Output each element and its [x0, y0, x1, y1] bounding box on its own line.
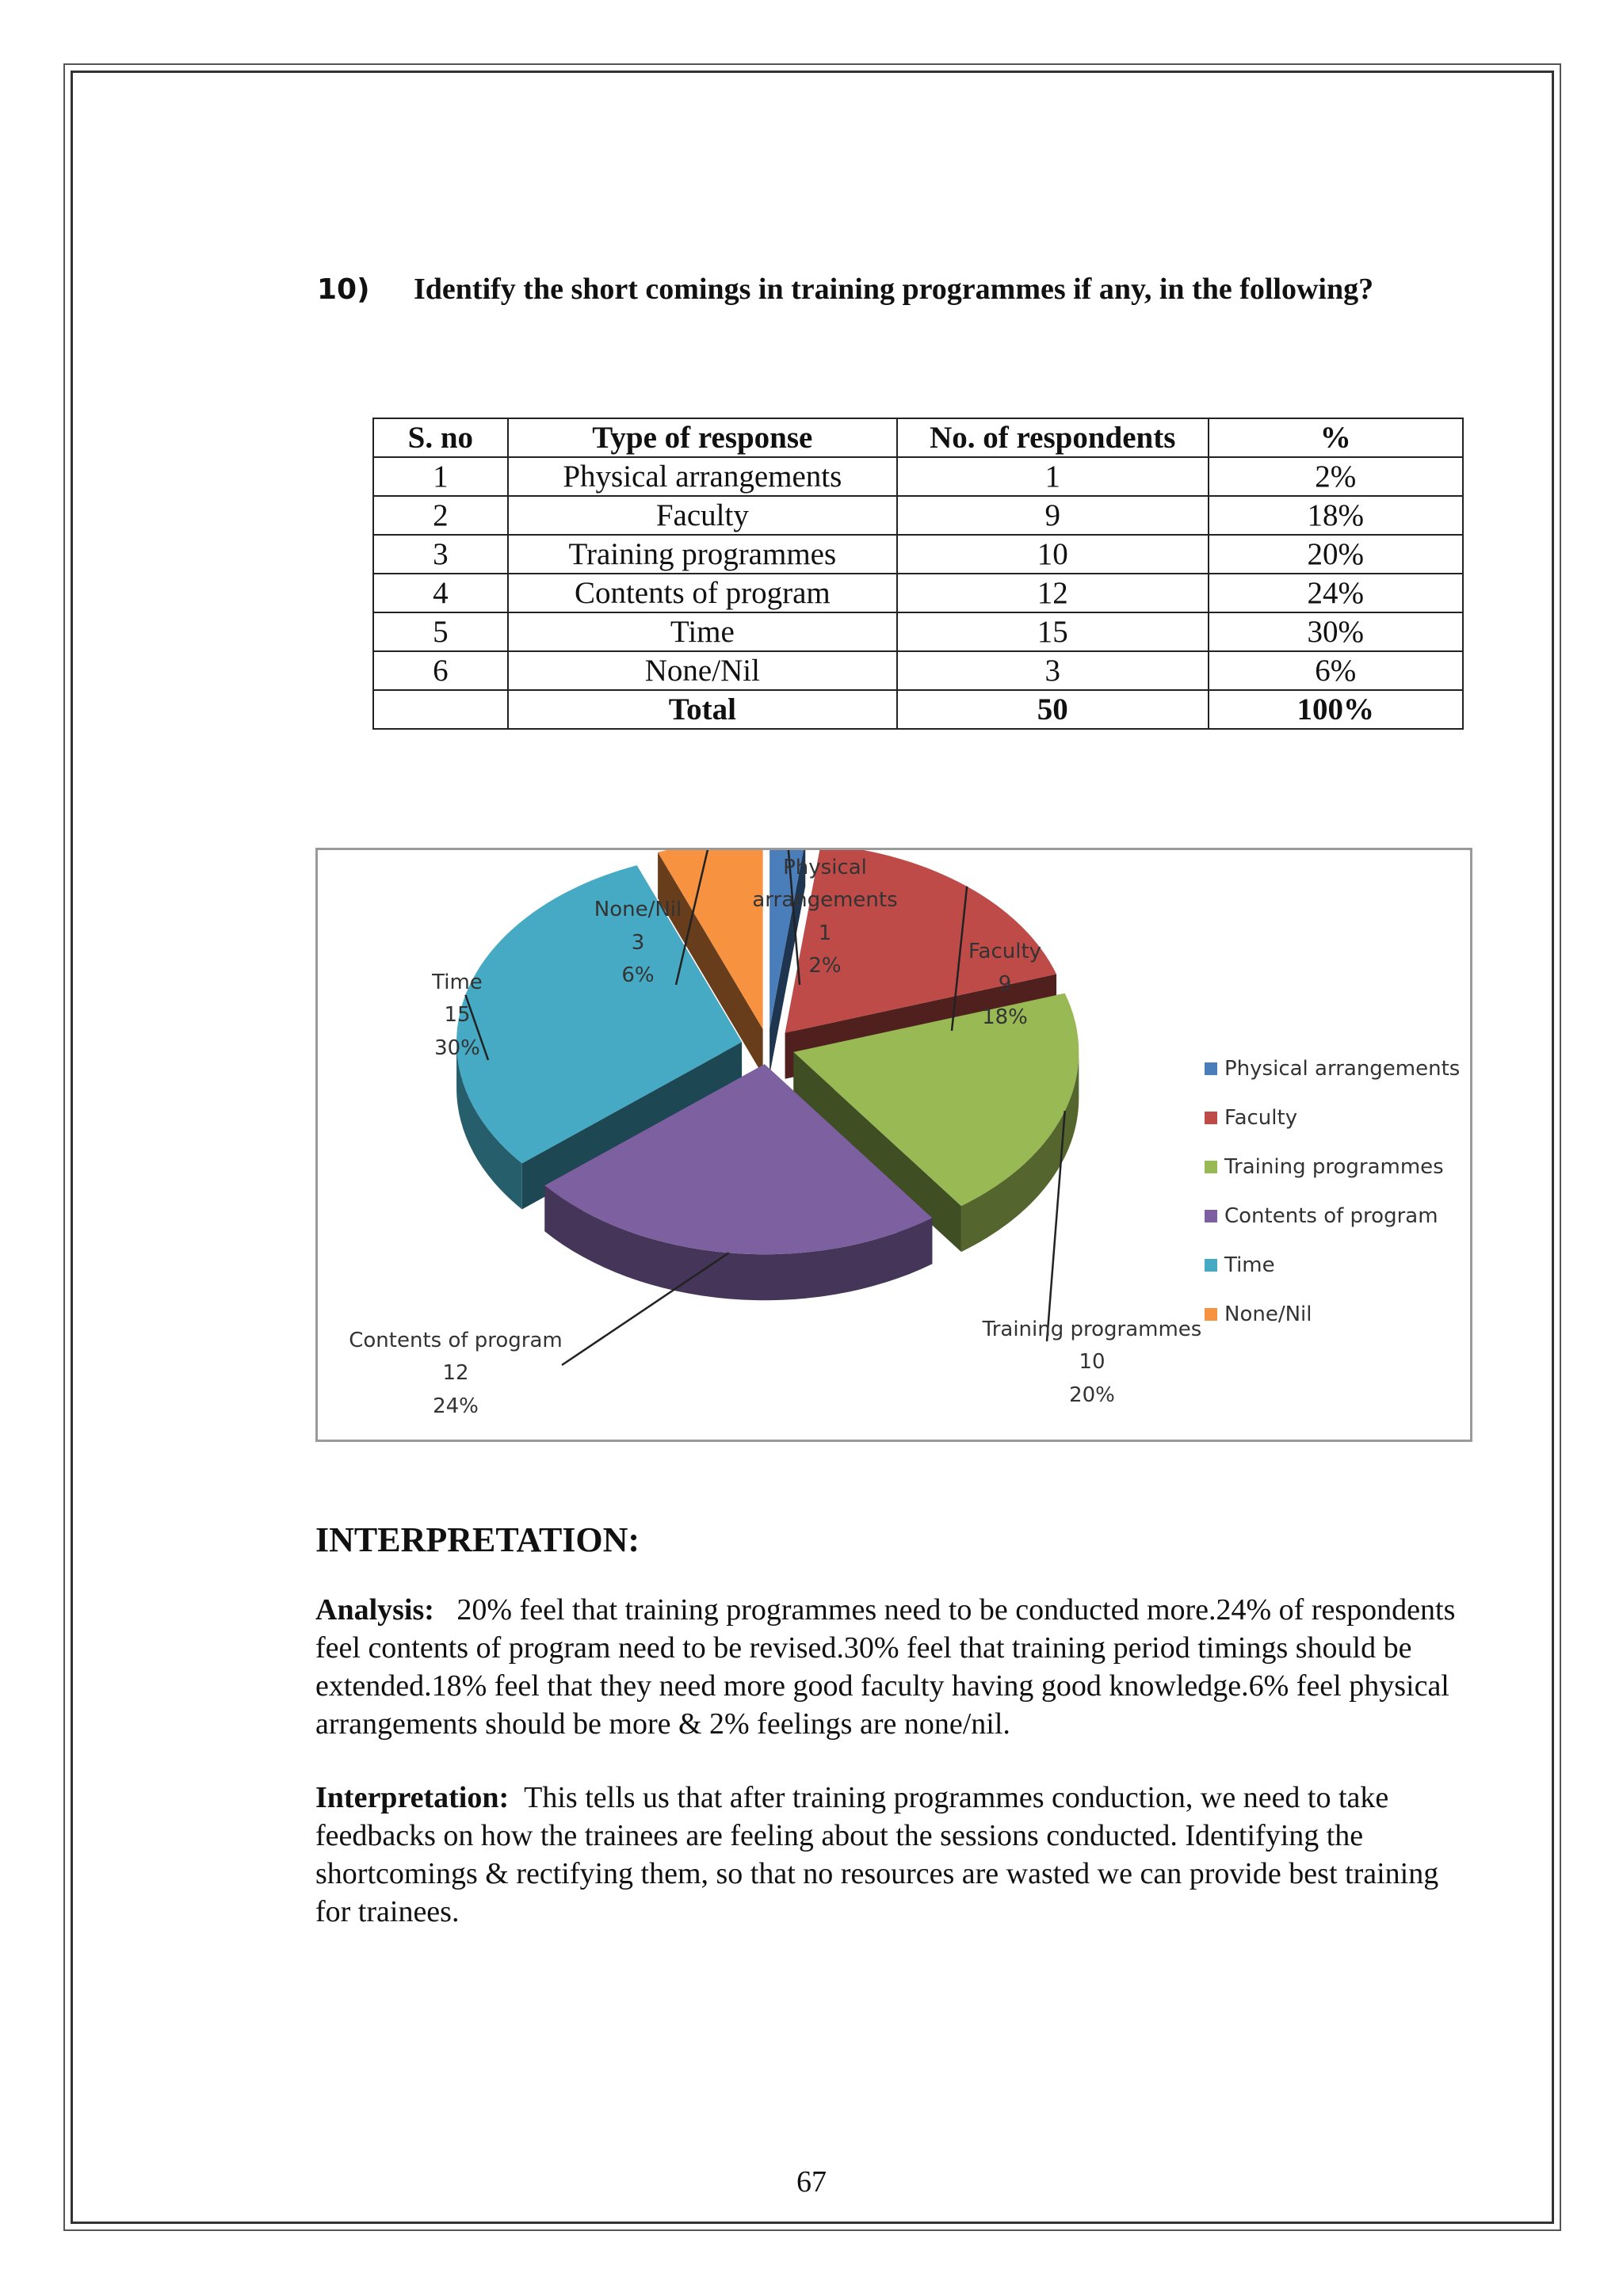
label-contents-value: 12 [442, 1361, 469, 1385]
header-type: Type of response [508, 418, 897, 457]
cell-sno: 4 [373, 574, 508, 612]
label-time-value: 15 [444, 1003, 471, 1027]
label-faculty-percent: 18% [982, 1005, 1028, 1029]
cell-count: 10 [897, 535, 1209, 574]
label-physical-value: 1 [818, 921, 832, 945]
legend-label: Time [1224, 1253, 1275, 1277]
legend-item [1205, 1044, 1460, 1093]
cell-count: 15 [897, 612, 1209, 651]
interpretation-paragraph [315, 1779, 1472, 1931]
legend-swatch [1205, 1259, 1217, 1272]
legend-item [1205, 1142, 1460, 1192]
question-heading [317, 272, 1506, 307]
legend-label: Physical arrangements [1224, 1057, 1461, 1081]
legend-label: None/Nil [1224, 1302, 1312, 1326]
table-row [373, 535, 1463, 574]
cell-count: 9 [897, 496, 1209, 535]
legend-label: Contents of program [1224, 1204, 1438, 1228]
cell-type: Time [508, 612, 897, 651]
cell-total-percent: 100% [1209, 690, 1463, 729]
cell-percent: 2% [1209, 457, 1463, 496]
cell-total-label: Total [508, 690, 897, 729]
cell-percent: 6% [1209, 651, 1463, 690]
analysis-paragraph [315, 1591, 1472, 1743]
header-respondents: No. of respondents [897, 418, 1209, 457]
interpretation-title: INTERPRETATION: [315, 1520, 640, 1559]
table-row [373, 574, 1463, 612]
cell-sno: 1 [373, 457, 508, 496]
analysis-text: 20% feel that training programmes need to be conducted more.24% of respondents feel contents of program need to be revised.30% feel that training period timings should be extended.18% feel that they need more good faculty having good knowledge.6% feel physical arrangements should be more & 2% feelings are none/nil. [315, 1593, 1456, 1741]
pie-slices [456, 850, 1079, 1300]
legend-swatch [1205, 1161, 1217, 1173]
cell-percent: 24% [1209, 574, 1463, 612]
page-number: 67 [796, 2165, 827, 2199]
cell-sno: 2 [373, 496, 508, 535]
table-total-row [373, 690, 1463, 729]
legend-swatch [1205, 1062, 1217, 1075]
pie-chart [315, 848, 1472, 1442]
cell-type: Faculty [508, 496, 897, 535]
label-contents-percent: 24% [433, 1394, 479, 1418]
legend-label: Training programmes [1224, 1155, 1444, 1179]
interpretation-text: This tells us that after training programmes conduction, we need to take feedbacks on how the trainees are feeling about the sessions conducted. Identifying the shortcomings & rectifying them, so that no resources are wasted we can provide best training for trainees. [315, 1781, 1439, 1928]
header-sno: S. no [373, 418, 508, 457]
label-none-value: 3 [631, 931, 645, 955]
question-text: Identify the short comings in training programmes if any, in the following? [414, 273, 1374, 306]
cell-type: Physical arrangements [508, 457, 897, 496]
label-time-percent: 30% [434, 1036, 480, 1060]
cell-count: 12 [897, 574, 1209, 612]
label-physical-line2: arrangements [752, 888, 898, 912]
label-none-percent: 6% [621, 963, 655, 987]
cell-sno [373, 690, 508, 729]
cell-type: None/Nil [508, 651, 897, 690]
table-header-row [373, 418, 1463, 457]
legend-item [1205, 1241, 1460, 1290]
label-training-name: Training programmes [982, 1318, 1202, 1341]
legend-swatch [1205, 1210, 1217, 1222]
question-number: 10) [317, 273, 370, 306]
response-table [372, 418, 1464, 730]
cell-type: Contents of program [508, 574, 897, 612]
cell-total-count: 50 [897, 690, 1209, 729]
label-none-name: None/Nil [594, 898, 682, 921]
cell-count: 3 [897, 651, 1209, 690]
interpretation-label: Interpretation: [315, 1781, 510, 1814]
legend-item [1205, 1192, 1460, 1241]
legend-label: Faculty [1224, 1106, 1298, 1130]
cell-type: Training programmes [508, 535, 897, 574]
label-faculty-value: 9 [998, 972, 1012, 996]
label-faculty-name: Faculty [968, 940, 1042, 963]
legend-item [1205, 1290, 1460, 1339]
table-row [373, 651, 1463, 690]
cell-percent: 18% [1209, 496, 1463, 535]
chart-legend [1205, 1044, 1460, 1339]
cell-percent: 20% [1209, 535, 1463, 574]
label-training-percent: 20% [1069, 1383, 1115, 1407]
label-contents-name: Contents of program [349, 1329, 563, 1352]
legend-item [1205, 1093, 1460, 1142]
table-row [373, 457, 1463, 496]
table-row [373, 496, 1463, 535]
legend-swatch [1205, 1112, 1217, 1124]
cell-percent: 30% [1209, 612, 1463, 651]
label-training-value: 10 [1079, 1350, 1106, 1374]
label-physical-percent: 2% [808, 954, 842, 978]
cell-sno: 6 [373, 651, 508, 690]
header-percent: % [1209, 418, 1463, 457]
cell-count: 1 [897, 457, 1209, 496]
label-physical-line1: Physical [783, 856, 867, 879]
analysis-label: Analysis: [315, 1593, 434, 1627]
table-row [373, 612, 1463, 651]
label-time-name: Time [432, 971, 483, 994]
legend-swatch [1205, 1308, 1217, 1321]
cell-sno: 5 [373, 612, 508, 651]
cell-sno: 3 [373, 535, 508, 574]
